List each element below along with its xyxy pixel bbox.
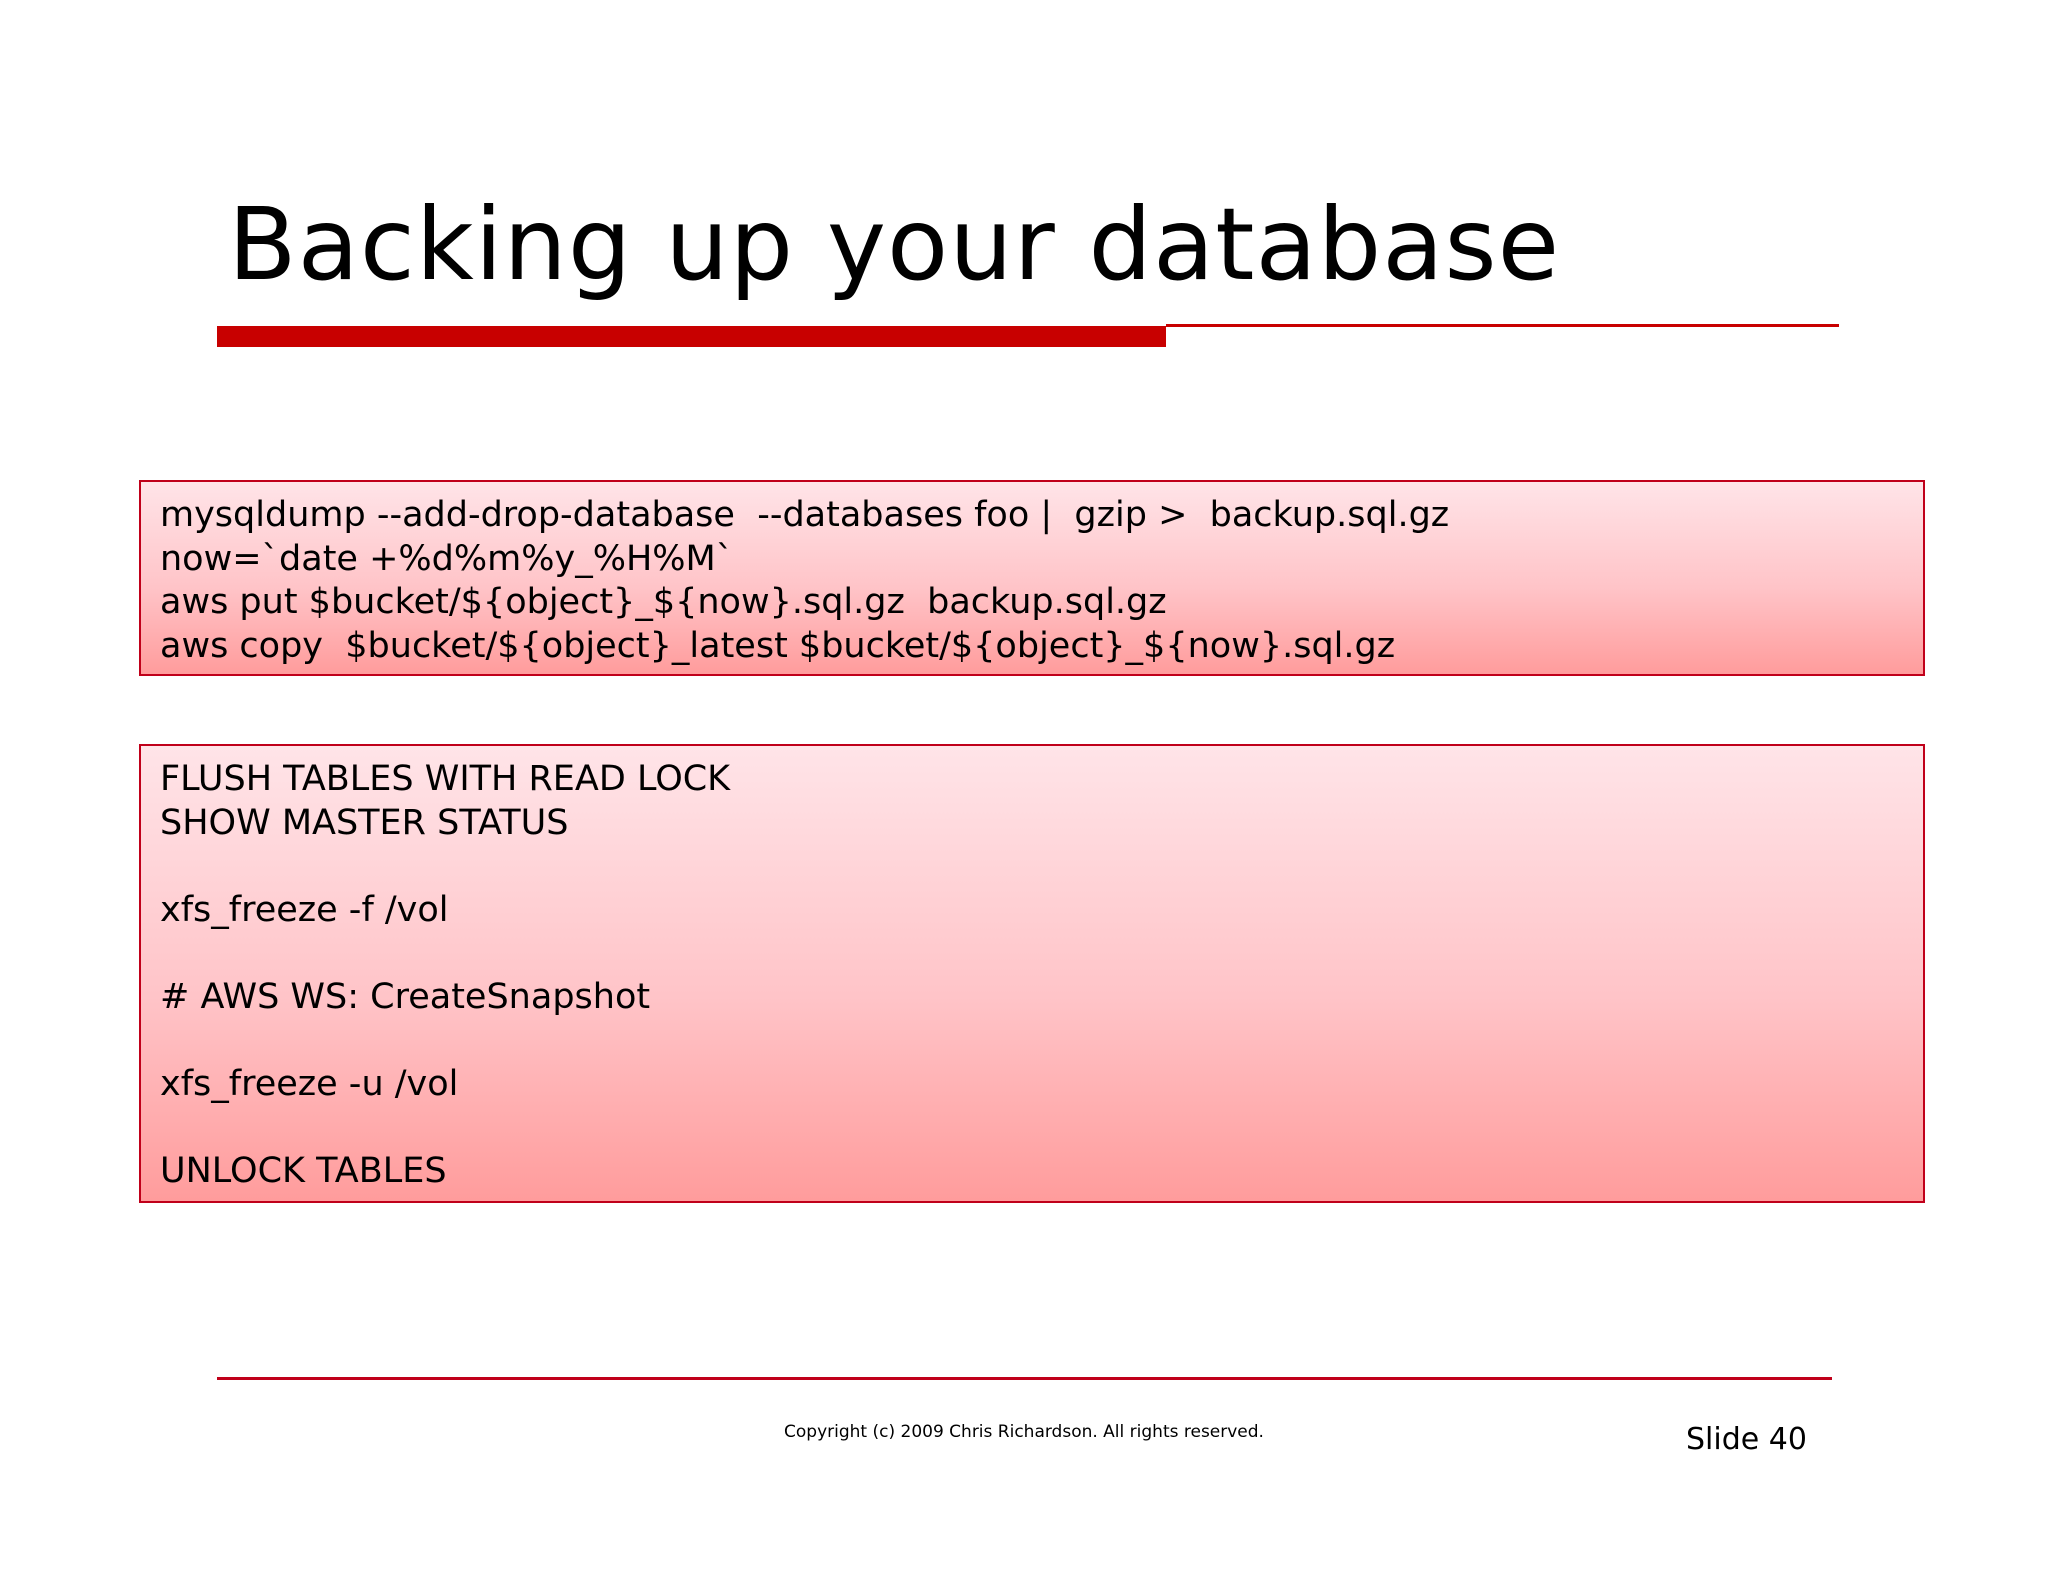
code-line: now=`date +%d%m%y_%H%M` — [160, 538, 734, 579]
code-line: # AWS WS: CreateSnapshot — [160, 976, 651, 1017]
copyright-notice: Copyright (c) 2009 Chris Richardson. All rights reserved. — [784, 1422, 1264, 1442]
backup-commands-box — [139, 480, 1925, 676]
code-line: FLUSH TABLES WITH READ LOCK — [160, 759, 731, 799]
code-line-blank — [160, 1019, 1904, 1063]
footer-divider — [217, 1377, 1832, 1380]
code-line-blank — [160, 932, 1904, 976]
code-line-blank — [160, 1106, 1904, 1150]
code-line: aws copy $bucket/${object}_latest $bucket/${object}_${now}.sql.gz — [160, 625, 1396, 666]
code-line: aws put $bucket/${object}_${now}.sql.gz backup.sql.gz — [160, 582, 1167, 622]
code-line-blank — [160, 845, 1904, 889]
slide-number: Slide 40 — [1686, 1422, 1807, 1457]
title-underline-thick — [217, 326, 1166, 347]
slide-title: Backing up your database — [228, 186, 1561, 303]
code-line: UNLOCK TABLES — [160, 1150, 447, 1191]
title-underline-thin — [1166, 324, 1839, 327]
code-line: mysqldump --add-drop-database --databases foo | gzip > backup.sql.gz — [160, 495, 1450, 535]
code-line: xfs_freeze -f /vol — [160, 889, 449, 930]
code-line: SHOW MASTER STATUS — [160, 802, 569, 843]
snapshot-commands-box — [139, 744, 1925, 1203]
code-line: xfs_freeze -u /vol — [160, 1063, 459, 1104]
